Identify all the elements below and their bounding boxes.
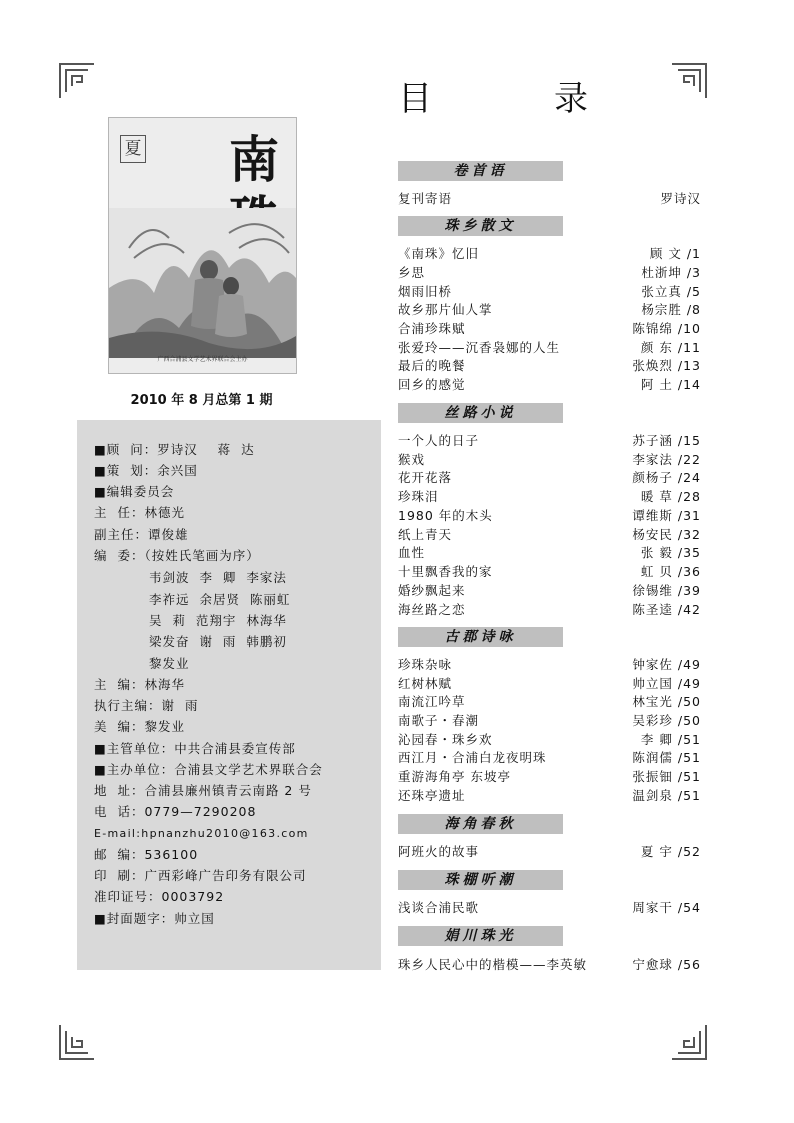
toc-entry-author-page: 周家干 /54 bbox=[632, 900, 701, 915]
masthead-line: 地 址：合浦县廉州镇青云南路 2 号 bbox=[94, 783, 312, 798]
toc-entry[interactable] bbox=[398, 245, 701, 263]
toc-entry-author-page: 陈锦绵 /10 bbox=[632, 321, 701, 336]
toc-section-heading: 海角春秋 bbox=[398, 814, 563, 834]
masthead-line: 吴 莉 范翔宇 林海华 bbox=[149, 613, 287, 628]
toc-entry-author-page: 徐锡维 /39 bbox=[632, 583, 701, 598]
toc-entry-title: 张爱玲——沉香袅娜的人生 bbox=[398, 340, 561, 355]
toc-entry[interactable] bbox=[398, 301, 701, 319]
toc-entry-author-page: 林宝光 /50 bbox=[632, 694, 701, 709]
toc-section-heading: 娟川珠光 bbox=[398, 926, 563, 946]
toc-entry-author-page: 宁愈球 /56 bbox=[632, 957, 701, 972]
toc-entry-author-page: 阿 土 /14 bbox=[640, 377, 701, 392]
masthead-line: 美 编：黎发业 bbox=[94, 719, 185, 734]
toc-entry-title: 红树林赋 bbox=[398, 676, 453, 691]
toc-entry-title: 血性 bbox=[398, 545, 426, 560]
toc-entry[interactable] bbox=[398, 376, 701, 394]
toc-entry[interactable] bbox=[398, 749, 701, 767]
cover-publisher: 广西合浦县文学艺术界联合会主办 bbox=[157, 356, 248, 363]
toc-entry[interactable] bbox=[398, 190, 701, 208]
toc-entry-author-page: 钟家佐 /49 bbox=[632, 657, 701, 672]
toc-title bbox=[398, 76, 588, 122]
toc-entry-author-page: 杨宗胜 /8 bbox=[641, 302, 701, 317]
toc-entry-author-page: 夏 宇 /52 bbox=[640, 844, 701, 859]
toc-entry[interactable] bbox=[398, 601, 701, 619]
toc-entry-author-page: 张立真 /5 bbox=[641, 284, 701, 299]
toc-entry[interactable] bbox=[398, 469, 701, 487]
toc-section-heading: 珠乡散文 bbox=[398, 216, 563, 236]
toc-entry-author-page: 杜浙坤 /3 bbox=[641, 265, 701, 280]
toc-entry-title: 西江月・合浦白龙夜明珠 bbox=[398, 750, 547, 765]
toc-entry-author-page: 颜 东 /11 bbox=[640, 340, 701, 355]
masthead-line: 黎发业 bbox=[149, 656, 190, 671]
masthead-line: 执行主编：谢 雨 bbox=[94, 698, 199, 713]
masthead-line: ■主办单位：合浦县文学艺术界联合会 bbox=[94, 762, 323, 777]
toc-entry[interactable] bbox=[398, 432, 701, 450]
toc-entry-title: 婚纱飘起来 bbox=[398, 583, 466, 598]
corner-ornament-top-right bbox=[670, 62, 708, 100]
magazine-cover bbox=[108, 117, 297, 374]
masthead-line: ■策 划：余兴国 bbox=[94, 463, 198, 478]
corner-ornament-top-left bbox=[58, 62, 96, 100]
toc-entry[interactable] bbox=[398, 693, 701, 711]
toc-entry-author-page: 李家法 /22 bbox=[632, 452, 701, 467]
masthead-line: 梁发奋 谢 雨 韩鹏初 bbox=[149, 634, 287, 649]
toc-section-heading: 珠棚听潮 bbox=[398, 870, 563, 890]
toc-entry-title: 南流江吟草 bbox=[398, 694, 466, 709]
toc-entry[interactable] bbox=[398, 357, 701, 375]
toc-entry[interactable] bbox=[398, 768, 701, 786]
toc-entry[interactable] bbox=[398, 320, 701, 338]
toc-entry[interactable] bbox=[398, 582, 701, 600]
masthead-line: 主 任：林德光 bbox=[94, 505, 185, 520]
toc-entry-author-page: 温剑泉 /51 bbox=[632, 788, 701, 803]
toc-entry[interactable] bbox=[398, 712, 701, 730]
toc-entry-title: 《南珠》忆旧 bbox=[398, 246, 480, 261]
masthead-line: 准印证号：0003792 bbox=[94, 889, 225, 904]
masthead-line: ■编辑委员会 bbox=[94, 484, 175, 499]
toc-entry[interactable] bbox=[398, 451, 701, 469]
toc-entry[interactable] bbox=[398, 656, 701, 674]
masthead-line: 副主任：谭俊雄 bbox=[94, 527, 189, 542]
masthead-line: 电 话：0779—7290208 bbox=[94, 804, 257, 819]
toc-entry-title: 故乡那片仙人掌 bbox=[398, 302, 493, 317]
toc-entry-author-page: 苏子涵 /15 bbox=[632, 433, 701, 448]
toc-entry-author-page: 颜杨子 /24 bbox=[632, 470, 701, 485]
toc-entry-author-page: 杨安民 /32 bbox=[632, 527, 701, 542]
toc-entry-title: 阿班火的故事 bbox=[398, 844, 480, 859]
toc-entry-title: 1980 年的木头 bbox=[398, 508, 493, 523]
masthead-email: E-mail:hpnanzhu2010@163.com bbox=[94, 827, 309, 840]
toc-entry[interactable] bbox=[398, 488, 701, 506]
toc-entry-title: 最后的晚餐 bbox=[398, 358, 466, 373]
toc-entry-title: 海丝路之恋 bbox=[398, 602, 466, 617]
toc-entry[interactable] bbox=[398, 563, 701, 581]
toc-entry-title: 浅谈合浦民歌 bbox=[398, 900, 480, 915]
toc-entry[interactable] bbox=[398, 283, 701, 301]
toc-entry-author-page: 陈润儒 /51 bbox=[632, 750, 701, 765]
toc-entry-author-page: 张焕烈 /13 bbox=[632, 358, 701, 373]
toc-entry[interactable] bbox=[398, 787, 701, 805]
toc-entry[interactable] bbox=[398, 526, 701, 544]
toc-entry-author-page: 张振钿 /51 bbox=[632, 769, 701, 784]
masthead-line: ■顾 问：罗诗汉 蒋 达 bbox=[94, 442, 255, 457]
masthead-line: 韦剑波 李 卿 李家法 bbox=[149, 570, 287, 585]
toc-section-heading: 丝路小说 bbox=[398, 403, 563, 423]
toc-title-char: 目 bbox=[398, 79, 432, 119]
toc-entry-author-page: 张 毅 /35 bbox=[640, 545, 701, 560]
toc-section-heading: 卷首语 bbox=[398, 161, 563, 181]
toc-entry-title: 合浦珍珠赋 bbox=[398, 321, 466, 336]
toc-entry-author-page: 谭维斯 /31 bbox=[632, 508, 701, 523]
toc-entry-author-page: 李 卿 /51 bbox=[640, 732, 701, 747]
masthead-line: 编 委：（按姓氏笔画为序） bbox=[94, 548, 260, 563]
cover-season-mark: 夏 bbox=[120, 135, 146, 163]
toc-entry-author-page: 暖 草 /28 bbox=[640, 489, 701, 504]
toc-entry-author-page: 虹 贝 /36 bbox=[640, 564, 701, 579]
toc-entry-title: 南歌子・春潮 bbox=[398, 713, 480, 728]
toc-entry-title: 回乡的感觉 bbox=[398, 377, 466, 392]
toc-entry[interactable] bbox=[398, 956, 701, 974]
toc-title-char: 录 bbox=[554, 79, 588, 119]
toc-entry-title: 还珠亭遗址 bbox=[398, 788, 466, 803]
masthead-line: 主 编：林海华 bbox=[94, 677, 185, 692]
corner-ornament-bottom-left bbox=[58, 1023, 96, 1061]
toc-entry-title: 珍珠杂咏 bbox=[398, 657, 453, 672]
toc-entry-title: 复刊寄语 bbox=[398, 191, 453, 206]
toc-entry-title: 珍珠泪 bbox=[398, 489, 439, 504]
toc-entry-author-page: 帅立国 /49 bbox=[632, 676, 701, 691]
corner-ornament-bottom-right bbox=[670, 1023, 708, 1061]
toc-entry[interactable] bbox=[398, 675, 701, 693]
toc-entry-title: 重游海角亭 东坡亭 bbox=[398, 769, 511, 784]
toc-entry-author-page: 顾 文 /1 bbox=[649, 246, 701, 261]
issue-caption: 2010 年 8 月总第 1 期 bbox=[130, 393, 273, 408]
masthead-line: 邮 编：536100 bbox=[94, 847, 199, 862]
toc-entry[interactable] bbox=[398, 899, 701, 917]
toc-entry[interactable] bbox=[398, 339, 701, 357]
toc-entry-title: 乡思 bbox=[398, 265, 426, 280]
toc-entry-title: 珠乡人民心中的楷模——李英敏 bbox=[398, 957, 588, 972]
toc-entry[interactable] bbox=[398, 843, 701, 861]
toc-entry-author-page: 陈圣逵 /42 bbox=[632, 602, 701, 617]
toc-entry[interactable] bbox=[398, 507, 701, 525]
toc-entry-author-page: 吴彩珍 /50 bbox=[632, 713, 701, 728]
cover-illustration bbox=[109, 208, 296, 358]
toc-entry-title: 纸上青天 bbox=[398, 527, 453, 542]
toc-entry-title: 烟雨旧桥 bbox=[398, 284, 453, 299]
masthead-line: 印 刷：广西彩峰广告印务有限公司 bbox=[94, 868, 307, 883]
masthead-line: ■主管单位：中共合浦县委宣传部 bbox=[94, 741, 296, 756]
toc-entry-title: 十里飘香我的家 bbox=[398, 564, 493, 579]
toc-section-heading: 古郡诗咏 bbox=[398, 627, 563, 647]
toc-entry-title: 一个人的日子 bbox=[398, 433, 480, 448]
toc-entry-title: 猴戏 bbox=[398, 452, 426, 467]
toc-entry-title: 沁园春・珠乡欢 bbox=[398, 732, 493, 747]
masthead-line: ■封面题字：帅立国 bbox=[94, 911, 215, 926]
toc-entry[interactable] bbox=[398, 264, 701, 282]
masthead-line: 李祚远 余居贤 陈丽虹 bbox=[149, 592, 291, 607]
toc-entry-title: 花开花落 bbox=[398, 470, 453, 485]
toc-entry[interactable] bbox=[398, 731, 701, 749]
toc-entry-author-page: 罗诗汉 bbox=[660, 191, 701, 206]
toc-entry[interactable] bbox=[398, 544, 701, 562]
cover-title-calligraphy: 南 bbox=[229, 130, 279, 189]
